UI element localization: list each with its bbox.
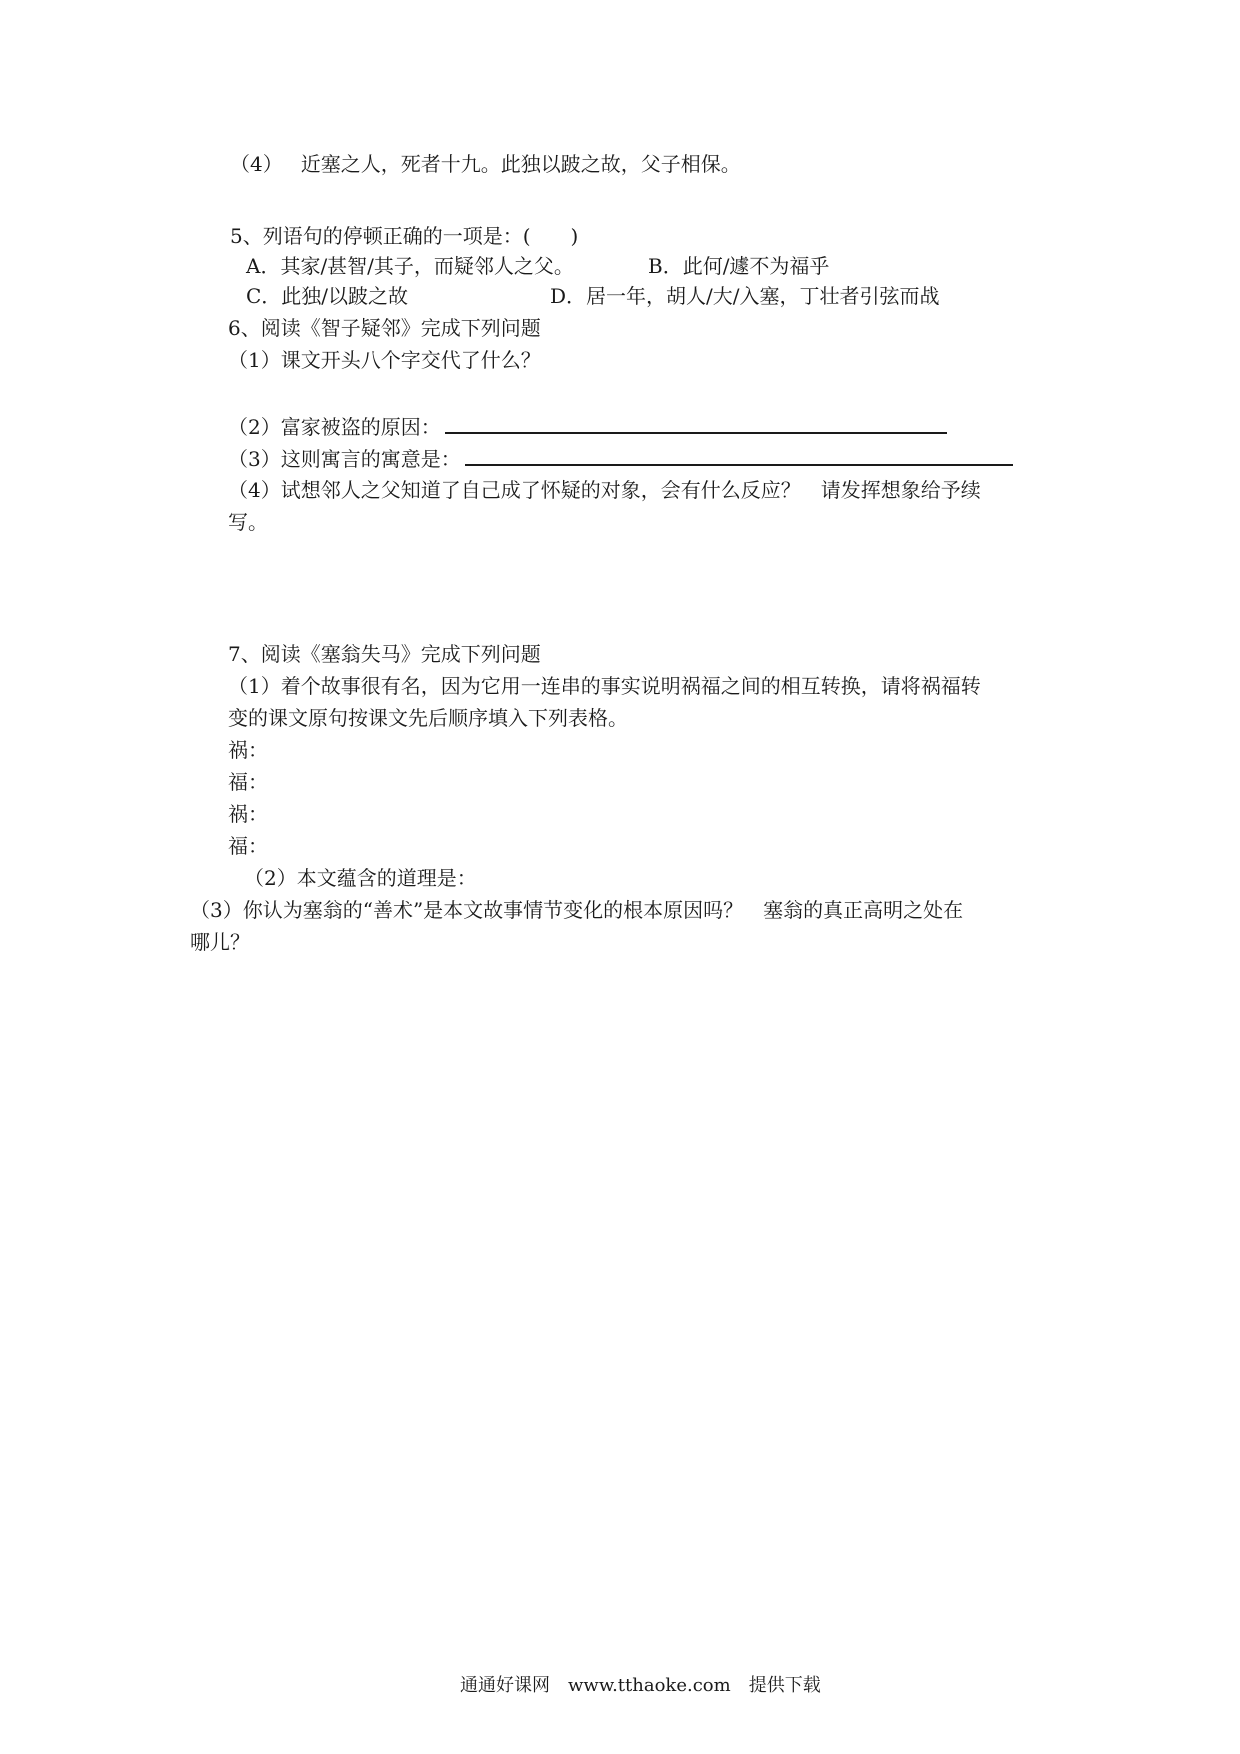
question-7-part-1-line-1: （1）着个故事很有名，因为它用一连串的事实说明祸福之间的相互转换，请将祸福转 [228,674,981,698]
question-6-part-3-label: （3）这则寓言的寓意是： [228,447,461,471]
question-6-part-4-line-2: 写。 [228,510,268,534]
question-7-part-2: （2）本文蕴含的道理是： [244,866,477,890]
question-5-stem: 5、列语句的停顿正确的一项是：( ) [230,224,579,248]
question-6-part-2-label: （2）富家被盗的原因： [228,415,441,439]
fortune-row-misfortune-2: 祸： [228,802,268,826]
question-6-part-1: （1）课文开头八个字交代了什么？ [228,348,541,372]
answer-blank-cause[interactable] [445,412,947,434]
fortune-row-fortune-1: 福： [228,770,268,794]
question-5-option-b: B．此何/遽不为福乎 [648,254,830,278]
question-7-part-1-line-2: 变的课文原句按课文先后顺序填入下列表格。 [228,706,628,730]
fortune-row-misfortune-1: 祸： [228,738,268,762]
question-6-title: 6、阅读《智子疑邻》完成下列问题 [228,316,541,340]
fortune-row-fortune-2: 福： [228,834,268,858]
answer-blank-moral[interactable] [465,444,1013,466]
question-6-part-3 [228,444,1013,473]
footer-credit: 通通好课网 www.tthaoke.com 提供下载 [460,1675,821,1696]
item-4 [230,150,741,178]
question-7-title: 7、阅读《塞翁失马》完成下列问题 [228,642,541,666]
item-4-text: 近塞之人，死者十九。此独以跛之故，父子相保。 [300,152,741,176]
question-6-part-4-line-1: （4）试想邻人之父知道了自己成了怀疑的对象，会有什么反应？ 请发挥想象给予续 [228,478,981,502]
item-4-number: （4） [230,152,283,176]
question-5-option-c: C．此独/以跛之故 [246,284,409,308]
question-5-option-d: D．居一年，胡人/大/入塞，丁壮者引弦而战 [550,284,940,308]
question-7-part-3-line-2: 哪儿？ [190,930,250,954]
question-6-part-2 [228,412,947,441]
question-5-option-a: A．其家/甚智/其子，而疑邻人之父。 [246,254,574,278]
question-7-part-3-line-1: （3）你认为塞翁的“善术”是本文故事情节变化的根本原因吗？ 塞翁的真正高明之处在 [190,898,964,922]
